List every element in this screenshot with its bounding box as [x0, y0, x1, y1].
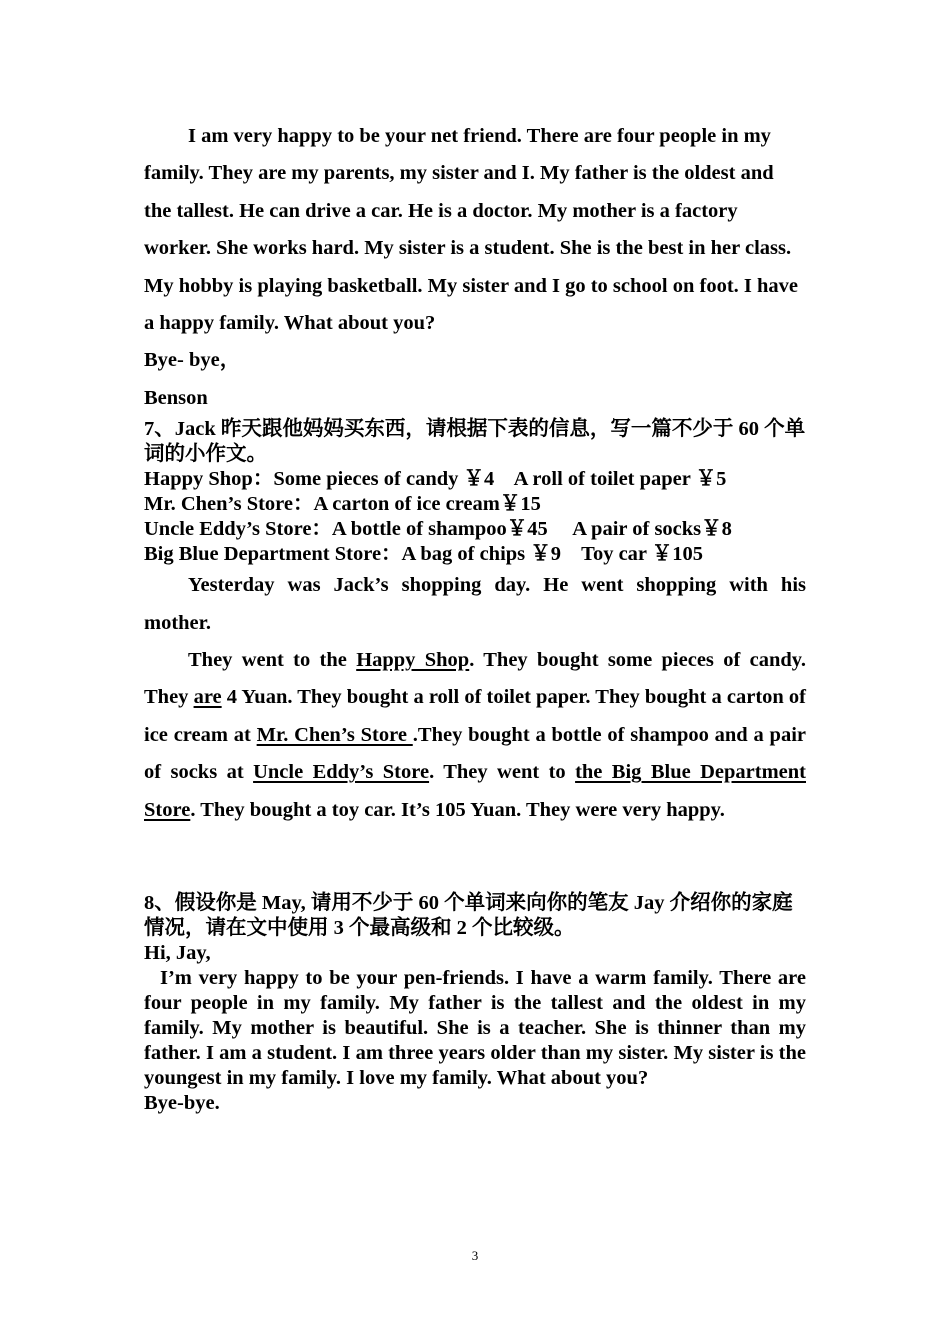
text-run: .They bought a bottle of shampoo and a pair of socks at: [144, 723, 806, 784]
q7-info-line: Big Blue Department Store：A bag of chips ￥9 Toy car ￥105: [144, 543, 704, 566]
q7-info-line: Mr. Chen’s Store：A carton of ice cream￥15: [144, 493, 541, 516]
text-run: They went to the: [188, 649, 357, 672]
underlined-answer: Uncle Eddy’s Store: [253, 761, 430, 784]
letter1-closing: Bye- bye，: [144, 349, 241, 372]
q7-prompt: 7、Jack 昨天跟他妈妈买东西，请根据下表的信息，写一篇不少于 60 个单词的小作文。: [144, 418, 806, 466]
q7-info-line: Uncle Eddy’s Store：A bottle of shampoo￥45 A pair of socks￥8: [144, 518, 732, 541]
text-run: . They went to: [429, 761, 576, 784]
q7-paragraph-1: Yesterday was Jack’s shopping day. He went shopping with his mother.: [144, 574, 806, 634]
underlined-answer: are: [193, 686, 222, 709]
page-number: 3: [471, 1248, 479, 1263]
section-gap: [144, 829, 806, 891]
letter1-body: I am very happy to be your net friend. There are four people in my family. They are my parents, my sister and I. My father is the oldest and the tallest. He can drive a car. He is a doctor. My mother is a factory worker. She works hard. My sister is a student. She is the best in her class. My hobby is playing basketball. My sister and I go to school on foot. I have a happy family. What about you?: [144, 125, 799, 335]
q8-prompt: 8、假设你是 May, 请用不少于 60 个单词来向你的笔友 Jay 介绍你的家庭情况，请在文中使用 3 个最高级和 2 个比较级。: [144, 892, 793, 940]
q7-info-line: Happy Shop：Some pieces of candy ￥4 A roll of toilet paper ￥5: [144, 468, 727, 491]
q7-paragraph-2: [144, 642, 806, 829]
underlined-answer: Mr. Chen’s Store: [256, 723, 413, 746]
underlined-answer: Happy Shop: [356, 649, 470, 672]
text-run: 4 Yuan. They bought a roll of toilet paper. They bought a carton of ice cream at: [144, 686, 806, 746]
text-run: . They bought some pieces of candy. They: [144, 649, 806, 709]
q8-greeting: Hi, Jay,: [144, 942, 211, 965]
q8-closing: Bye-bye.: [144, 1092, 220, 1115]
q8-body: I’m very happy to be your pen-friends. I have a warm family. There are four people in my family. My father is the tallest and the oldest in my family. My mother is beautiful. She is a teacher. She is thinner than my father. I am a student. I am three years older than my sister. My sister is the youngest in my family. I love my family. What about you?: [144, 967, 806, 1090]
underlined-answer: the Big Blue Department Store: [144, 761, 806, 821]
page-content: [144, 118, 806, 1116]
text-run: . They bought a toy car. It’s 105 Yuan. They were very happy.: [190, 798, 725, 821]
letter1-signature: Benson: [144, 386, 208, 409]
